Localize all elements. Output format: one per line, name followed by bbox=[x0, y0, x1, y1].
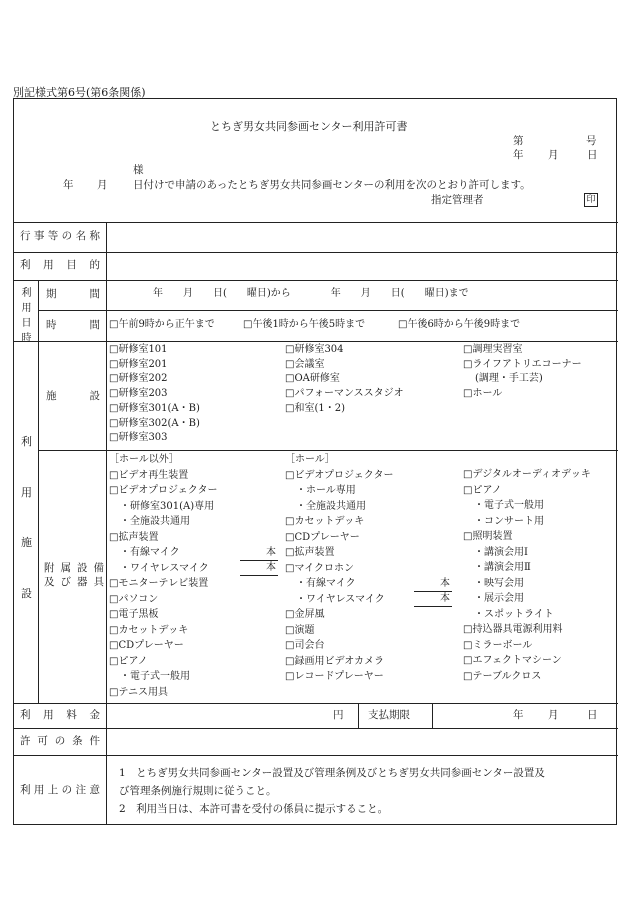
time-option-morning[interactable]: □午前9時から正午まで bbox=[109, 319, 215, 330]
row-divider bbox=[38, 450, 618, 451]
note-line-1: 1 とちぎ男女共同参画センター設置及び管理条例及びとちぎ男女共同参画センター設置及 bbox=[119, 767, 545, 779]
facility-checkbox[interactable]: □研修室301(A・B) bbox=[109, 402, 200, 414]
equipment-sub-item: ・ワイヤレスマイク bbox=[296, 593, 385, 605]
facility-checkbox[interactable]: □研修室304 bbox=[285, 344, 344, 355]
time-label: 時 間 bbox=[46, 319, 100, 331]
facility-column-1 bbox=[109, 343, 200, 446]
facility-column-2 bbox=[285, 343, 404, 417]
quantity-blank[interactable] bbox=[240, 575, 278, 576]
period-value: 年 月 日( 曜日)から 年 月 日( 曜日)まで bbox=[153, 288, 469, 299]
purpose-label: 利 用 目 的 bbox=[20, 259, 100, 271]
equipment-checkbox[interactable]: □マイクロホン bbox=[285, 562, 355, 574]
equipment-checkbox[interactable]: □パソコン bbox=[109, 593, 159, 605]
payment-deadline-label: 支払期限 bbox=[368, 709, 410, 721]
equipment-column-1 bbox=[109, 452, 218, 700]
row-divider bbox=[14, 755, 618, 756]
permit-statement: 日付けで申請のあったとちぎ男女共同参画センターの利用を次のとおり許可します。 bbox=[133, 179, 531, 191]
equipment-sub-item: ・スポットライト bbox=[474, 608, 554, 620]
equipment-checkbox[interactable]: □ピアノ bbox=[463, 484, 502, 496]
equipment-checkbox[interactable]: □ビデオプロジェクター bbox=[109, 485, 218, 496]
issue-date-year: 年 bbox=[513, 149, 524, 161]
equipment-checkbox[interactable]: □カセットデッキ bbox=[109, 624, 189, 636]
facility-checkbox[interactable]: □会議室 bbox=[285, 358, 325, 370]
row-divider bbox=[14, 703, 618, 704]
quantity-unit: 本 bbox=[440, 578, 450, 589]
equipment-checkbox[interactable]: □演題 bbox=[285, 624, 315, 636]
deadline-day: 日 bbox=[587, 709, 598, 721]
row-divider bbox=[14, 341, 618, 342]
quantity-blank[interactable] bbox=[414, 606, 452, 607]
facility-group-label: 利 用 施 設 bbox=[21, 435, 32, 600]
equipment-checkbox[interactable]: □金屏風 bbox=[285, 609, 325, 620]
facility-checkbox[interactable]: □OA研修室 bbox=[285, 373, 340, 385]
facility-checkbox[interactable]: □研修室303 bbox=[109, 432, 168, 444]
row-divider bbox=[14, 728, 618, 729]
equipment-checkbox[interactable]: □レコードプレーヤー bbox=[285, 671, 384, 682]
equipment-checkbox[interactable]: □テニス用具 bbox=[109, 686, 169, 698]
form-title: とちぎ男女共同参画センター利用許可書 bbox=[210, 120, 408, 133]
equipment-sub-item: ・映写会用 bbox=[474, 577, 524, 589]
fee-yen-unit: 円 bbox=[333, 709, 344, 721]
equipment-label-line2: 及 び 器 具 bbox=[44, 576, 104, 588]
row-divider bbox=[14, 222, 618, 223]
seal-mark: 印 bbox=[584, 193, 598, 207]
equipment-checkbox[interactable]: □司会台 bbox=[285, 640, 325, 651]
conditions-label: 許 可 の 条 件 bbox=[20, 735, 100, 747]
equipment-sub-item: ・ホール専用 bbox=[296, 485, 356, 496]
period-label: 期 間 bbox=[46, 288, 100, 300]
facility-label: 施 設 bbox=[46, 390, 100, 402]
notes-label: 利 用 上 の 注 意 bbox=[20, 784, 100, 796]
equipment-sub-item: ・電子式一般用 bbox=[120, 671, 190, 682]
application-year: 年 bbox=[63, 179, 74, 191]
event-name-label: 行 事 等 の 名 称 bbox=[20, 230, 100, 242]
facility-checkbox[interactable]: □ホール bbox=[463, 388, 503, 400]
equipment-section-heading: ［ホール］ bbox=[285, 454, 335, 465]
equipment-checkbox[interactable]: □持込器具電源利用料 bbox=[463, 624, 563, 635]
row-divider bbox=[14, 252, 618, 253]
equipment-checkbox[interactable]: □録画用ビデオカメラ bbox=[285, 655, 384, 667]
equipment-checkbox[interactable]: □カセットデッキ bbox=[285, 516, 365, 527]
equipment-sub-item: ・展示会用 bbox=[474, 593, 524, 604]
equipment-checkbox[interactable]: □ミラーボール bbox=[463, 639, 533, 651]
quantity-blank[interactable] bbox=[414, 591, 452, 592]
quantity-blank[interactable] bbox=[240, 560, 278, 561]
quantity-unit: 本 bbox=[440, 593, 450, 604]
fee-label: 利 用 料 金 bbox=[20, 709, 100, 721]
equipment-sub-item: ・全施設共通用 bbox=[296, 500, 366, 512]
facility-note: (調理・手工芸) bbox=[475, 373, 543, 385]
designated-manager: 指定管理者 bbox=[431, 194, 484, 206]
note-line-3: 2 利用当日は、本許可書を受付の係員に提示すること。 bbox=[119, 803, 389, 815]
equipment-checkbox[interactable]: □ビデオプロジェクター bbox=[285, 469, 394, 481]
quantity-unit: 本 bbox=[266, 562, 276, 573]
equipment-label-line1: 附 属 設 備 bbox=[44, 562, 104, 574]
equipment-checkbox[interactable]: □CDプレーヤー bbox=[285, 531, 360, 543]
number-suffix: 号 bbox=[586, 135, 597, 147]
equipment-column-2 bbox=[285, 452, 394, 685]
equipment-sub-item: ・講演会用Ⅱ bbox=[474, 562, 531, 573]
equipment-checkbox[interactable]: □ビデオ再生装置 bbox=[109, 469, 189, 481]
facility-checkbox[interactable]: □パフォーマンススタジオ bbox=[285, 388, 404, 400]
equipment-checkbox[interactable]: □電子黒板 bbox=[109, 609, 159, 620]
column-divider bbox=[432, 703, 433, 728]
equipment-checkbox[interactable]: □CDプレーヤー bbox=[109, 640, 184, 651]
deadline-month: 月 bbox=[548, 709, 559, 721]
equipment-checkbox[interactable]: □モニターテレビ装置 bbox=[109, 578, 209, 589]
equipment-sub-item: ・有線マイク bbox=[120, 547, 180, 558]
equipment-checkbox[interactable]: □拡声装置 bbox=[109, 531, 159, 543]
facility-checkbox[interactable]: □研修室201 bbox=[109, 358, 168, 370]
time-option-afternoon[interactable]: □午後1時から午後5時まで bbox=[243, 319, 366, 330]
equipment-sub-item: ・講演会用Ⅰ bbox=[474, 546, 528, 558]
facility-checkbox[interactable]: □研修室101 bbox=[109, 344, 168, 355]
permit-form bbox=[13, 98, 617, 825]
column-divider bbox=[106, 703, 107, 825]
equipment-section-heading: ［ホール以外］ bbox=[109, 454, 179, 465]
application-month: 月 bbox=[97, 179, 108, 191]
facility-checkbox[interactable]: □研修室202 bbox=[109, 373, 168, 385]
equipment-sub-item: ・ワイヤレスマイク bbox=[120, 562, 209, 574]
addressee-suffix: 様 bbox=[133, 164, 144, 176]
row-divider bbox=[14, 280, 618, 281]
facility-checkbox[interactable]: □研修室203 bbox=[109, 388, 168, 400]
issue-date-day: 日 bbox=[587, 149, 598, 161]
equipment-checkbox[interactable]: □テーブルクロス bbox=[463, 670, 542, 682]
form-caption: 別記様式第6号(第6条関係) bbox=[13, 86, 146, 99]
issue-date-month: 月 bbox=[548, 149, 559, 161]
row-divider bbox=[38, 310, 618, 311]
quantity-unit: 本 bbox=[266, 547, 276, 558]
equipment-sub-item: ・全施設共通用 bbox=[120, 516, 190, 527]
facility-column-3 bbox=[463, 343, 582, 402]
note-line-2: び管理条例施行規則に従うこと。 bbox=[119, 785, 277, 797]
number-prefix: 第 bbox=[513, 135, 524, 147]
equipment-checkbox[interactable]: □ピアノ bbox=[109, 655, 148, 667]
equipment-sub-item: ・有線マイク bbox=[296, 578, 356, 589]
equipment-checkbox[interactable]: □拡声装置 bbox=[285, 547, 335, 558]
column-divider bbox=[38, 280, 39, 703]
equipment-sub-item: ・コンサート用 bbox=[474, 515, 544, 527]
equipment-column-3 bbox=[463, 467, 591, 684]
period-group-label: 利 用 日 時 bbox=[21, 288, 32, 344]
equipment-label bbox=[44, 561, 104, 589]
facility-checkbox[interactable]: □和室(1・2) bbox=[285, 402, 345, 414]
deadline-year: 年 bbox=[513, 709, 524, 721]
equipment-sub-item: ・研修室301(A)専用 bbox=[120, 500, 215, 512]
column-divider bbox=[106, 280, 107, 703]
equipment-checkbox[interactable]: □デジタルオーディオデッキ bbox=[463, 469, 591, 480]
equipment-sub-item: ・電子式一般用 bbox=[474, 500, 544, 511]
facility-checkbox[interactable]: □調理実習室 bbox=[463, 344, 523, 355]
equipment-checkbox[interactable]: □照明装置 bbox=[463, 531, 513, 542]
column-divider bbox=[106, 222, 107, 280]
column-divider bbox=[358, 703, 359, 728]
facility-checkbox[interactable]: □研修室302(A・B) bbox=[109, 417, 200, 429]
equipment-checkbox[interactable]: □エフェクトマシーン bbox=[463, 655, 562, 666]
facility-checkbox[interactable]: □ライフアトリエコーナー bbox=[463, 358, 582, 370]
time-option-evening[interactable]: □午後6時から午後9時まで bbox=[398, 319, 521, 330]
